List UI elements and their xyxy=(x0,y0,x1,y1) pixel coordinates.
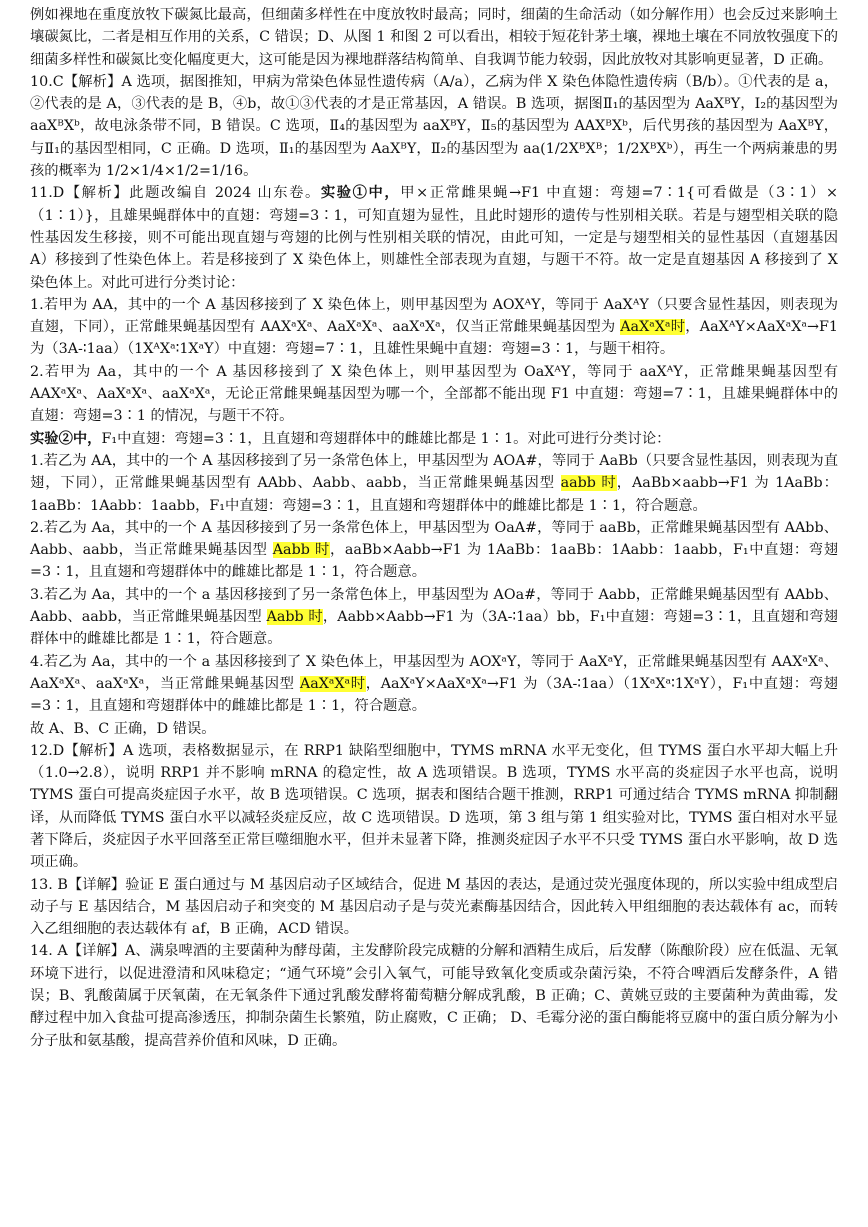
paragraph-continuation: 例如裸地在重度放牧下碳氮比最高，但细菌多样性在中度放牧时最高；同时，细菌的生命活动（如分解作用）也会反过来影响土壤碳氮比，二者是相互作用的关系，C 错误；D、从图 1 和图 2 可以看出，相较于短花针茅土壤，裸地土壤在不同放牧强度下的细菌多样性和碳氮比变化幅度更大，这可能是因为裸地群落结构简单、自我调节能力较弱，因此放牧对其影响更显著，D 正确。 xyxy=(30,7,838,68)
experiment-2-intro: 实验②中，F₁中直翅：弯翅=3∶1，且直翅和弯翅群体中的雌雄比都是 1∶1。对此可进行分类讨论： xyxy=(30,430,671,447)
highlighted-genotype: Aabb 时 xyxy=(266,609,323,626)
case-item: 4.若乙为 Aa，其中的一个 a 基因移接到了 X 染色体上，甲基因型为 AOXᵃY，等同于 AaXᵃY，正常雌果蝇基因型有 AAXᵃXᵃ、AaXᵃXᵃ、aaXᵃXᵃ，当正常雌果蝇基因型 AaXᵃXᵃ时，AaXᵃY×AaXᵃXᵃ→F1 为（3A-∶1aa）（1XᵃXᵃ∶1XᵃY），F₁中直翅：弯翅=3∶1，且直翅和弯翅群体中的雌雄比都是 1∶1，符合题意。 xyxy=(30,653,838,715)
answer-11: 11.D【解析】此题改编自 2024 山东卷。实验①中，甲×正常雌果蝇→F1 中直翅：弯翅=7∶1{可看做是（3∶1）×（1∶1）}，且雄果蝇群体中的直翅：弯翅=3∶1，可知直翅为显性，且此时翅形的遗传与性别相关联。若是与翅型相关联的隐性基因发生移接，则不可能出现直翅与弯翅的比例与性别相关联的情况，由此可知，一定是与翅型相关的显性基因（直翅基因 A）移接到了性染色体上。若是移接到了 X 染色体上，则雄性全部表现为直翅，与题干不符。故一定是直翅基因 A 移接到了 X 染色体上。对此可进行分类讨论： xyxy=(30,185,839,291)
case-item: 3.若乙为 Aa，其中的一个 a 基因移接到了另一条常色体上，甲基因型为 AOa#，等同于 Aabb，正常雌果蝇基因型有 AAbb、Aabb、aabb，当正常雌果蝇基因型 Aabb 时，Aabb×Aabb→F1 为（3A-∶1aa）bb，F₁中直翅：弯翅=3∶1，且直翅和弯翅群体中的雌雄比都是 1∶1，符合题意。 xyxy=(30,586,838,648)
highlighted-genotype: AaXᵃXᵃ时 xyxy=(620,319,686,336)
conclusion-line: 故 A、B、C 正确，D 错误。 xyxy=(30,720,216,737)
highlighted-genotype: aabb 时 xyxy=(560,475,617,492)
case-item: 1.若乙为 AA，其中的一个 A 基因移接到了另一条常色体上，甲基因型为 AOA#，等同于 AaBb（只要含显性基因，则表现为直翅，下同），正常雌果蝇基因型有 AAbb、Aabb、aabb，当正常雌果蝇基因型 aabb 时，AaBb×aabb→F1 为 1AaBb：1aaBb：1Aabb：1aabb，F₁中直翅：弯翅=3∶1，且直翅和弯翅群体中的雌雄比都是 1∶1，符合题意。 xyxy=(30,452,838,514)
answer-14: 14. A【详解】A、满泉啤酒的主要菌种为酵母菌，主发酵阶段完成糖的分解和酒精生成后，后发酵（陈酿阶段）应在低温、无氧环境下进行，以促进澄清和风味稳定；“通气环境”会引入氧气，可能导致氧化变质或杂菌污染，不符合啤酒后发酵条件，A 错误；B、乳酸菌属于厌氧菌，在无氧条件下通过乳酸发酵将葡萄糖分解成乳酸，B 正确；C、黄姚豆豉的主要菌种为黄曲霉，发酵过程中加入食盐可提高渗透压，抑制杂菌生长繁殖，防止腐败，C 正确； D、毛霉分泌的蛋白酶能将豆腐中的蛋白质分解为小分子肽和氨基酸，提高营养价值和风味，D 正确。 xyxy=(30,943,838,1049)
experiment-2-heading: 实验②中， xyxy=(30,430,102,447)
case-item: 2.若乙为 Aa，其中的一个 A 基因移接到了另一条常色体上，甲基因型为 OaA#，等同于 aaBb，正常雌果蝇基因型有 AAbb、Aabb、aabb，当正常雌果蝇基因型 Aabb 时，aaBb×Aabb→F1 为 1AaBb：1aaBb：1Aabb：1aabb，F₁中直翅：弯翅=3∶1，且直翅和弯翅群体中的雌雄比都是 1∶1，符合题意。 xyxy=(30,519,838,581)
highlighted-genotype: Aabb 时 xyxy=(272,542,330,559)
case-item: 1.若甲为 AA，其中的一个 A 基因移接到了 X 染色体上，则甲基因型为 AOXᴬY，等同于 AaXᴬY（只要含显性基因，则表现为直翅，下同），正常雌果蝇基因型有 AAXᵃXᵃ、AaXᵃXᵃ、aaXᵃXᵃ，仅当正常雌果蝇基因型为 AaXᵃXᵃ时，AaXᴬY×AaXᵃXᵃ→F1 为（3A-∶1aa）（1XᴬXᵃ∶1XᵃY）中直翅：弯翅=7∶1，且雄性果蝇中直翅：弯翅=3∶1，与题干相符。 xyxy=(30,296,838,358)
answer-13: 13. B【详解】验证 E 蛋白通过与 M 基因启动子区域结合，促进 M 基因的表达，是通过荧光强度体现的，所以实验中组成型启动子与 E 基因结合，M 基因启动子和突变的 M 基因启动子是与荧光素酶基因结合，因此转入甲组细胞的表达载体有 ac，而转入乙组细胞的表达载体有 af，B 正确，ACD 错误。 xyxy=(30,876,838,938)
experiment-1-heading: 实验①中， xyxy=(320,185,401,202)
highlighted-genotype: AaXᵃXᵃ时 xyxy=(299,675,366,692)
answer-12: 12.D【解析】A 选项，表格数据显示，在 RRP1 缺陷型细胞中，TYMS mRNA 水平无变化，但 TYMS 蛋白水平却大幅上升（1.0→2.8），说明 RRP1 并不影响 mRNA 的稳定性，故 A 选项错误。B 选项，TYMS 水平高的炎症因子水平也高，说明 TYMS 蛋白可提高炎症因子水平，故 B 选项错误。C 选项，据表和图结合题干推测，RRP1 可通过结合 TYMS mRNA 抑制翻译，从而降低 TYMS 蛋白水平以减轻炎症反应，故 C 选项错误。D 选项，第 3 组与第 1 组实验对比，TYMS 蛋白相对水平显著下降后，炎症因子水平回落至正常巨噬细胞水平，但并未显著下降，推测炎症因子水平不只受 TYMS 蛋白水平影响，故 D 选项正确。 xyxy=(30,742,838,871)
answer-10: 10.C【解析】A 选项，据图推知，甲病为常染色体显性遗传病（A/a），乙病为伴 X 染色体隐性遗传病（B/b）。①代表的是 a，②代表的是 A，③代表的是 B，④b，故①③代表的才是正常基因，A 错误。B 选项，据图Ⅱ₁的基因型为 AaXᴮY，Ⅰ₂的基因型为 aaXᴮXᵇ，故电泳条带不同，B 错误。C 选项，Ⅱ₄的基因型为 aaXᴮY，Ⅱ₅的基因型为 AAXᴮXᵇ，后代男孩的基因型为 AaXᴮY，与Ⅱ₁的基因型相同，C 正确。D 选项，Ⅱ₁的基因型为 AaXᴮY，Ⅱ₂的基因型为 aa(1/2XᴮXᴮ；1/2XᴮXᵇ），再生一个两病兼患的男孩的概率为 1/2×1/4×1/2=1/16。 xyxy=(30,73,838,180)
case-item: 2.若甲为 Aa，其中的一个 A 基因移接到了 X 染色体上，则甲基因型为 OaXᴬY，等同于 aaXᴬY，正常雌果蝇基因型有 AAXᵃXᵃ、AaXᵃXᵃ、aaXᵃXᵃ，无论正常雌果蝇基因型为哪一个，全部都不能出现 F1 中直翅：弯翅=7∶1，且雄果蝇群体中的直翅：弯翅=3∶1 的情况，与题干不符。 xyxy=(30,363,838,425)
